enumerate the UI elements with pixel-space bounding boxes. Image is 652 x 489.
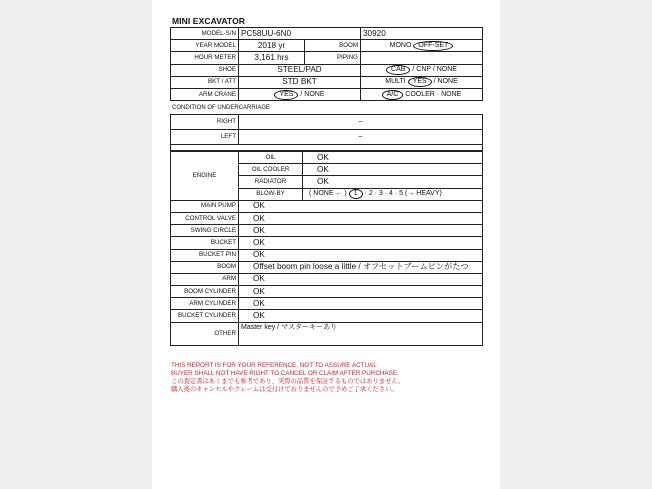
- check-row: [171, 298, 483, 310]
- check-label: BUCKET: [171, 237, 239, 249]
- report-page: [152, 0, 500, 489]
- crane-label: ARM CRANE: [171, 88, 239, 100]
- check-label: SWING CIRCLE: [171, 225, 239, 237]
- blowby-scale: [303, 188, 483, 200]
- check-label: CONTROL VALVE: [171, 212, 239, 224]
- piping-label: PIPING: [305, 52, 361, 64]
- oilcooler-value: OK: [303, 164, 483, 176]
- oilcooler-label: OIL COOLER: [239, 164, 303, 176]
- multi-label: MULTI: [385, 78, 406, 86]
- check-value: OK: [239, 273, 483, 285]
- undercarriage-table: [170, 114, 483, 151]
- boom-mono: MONO: [389, 41, 412, 49]
- boom-offset-circled: OFF-SET: [413, 41, 453, 51]
- check-value: OK: [239, 286, 483, 298]
- undercarriage-left-row: [171, 130, 483, 145]
- cab-rest: / CNP / NONE: [412, 66, 457, 74]
- disclaimer: [171, 362, 491, 394]
- blowby-pre: ( NONE ← ): [309, 190, 347, 198]
- check-label: ARM CYLINDER: [171, 298, 239, 310]
- multi-type: [361, 76, 483, 88]
- undercarriage-spacer-row: [171, 145, 483, 151]
- check-label: BOOM CYLINDER: [171, 286, 239, 298]
- check-value: OK: [239, 249, 483, 261]
- check-value: OK: [239, 200, 483, 212]
- shoe-row: [171, 64, 483, 76]
- shoe-value: STEEL/PAD: [239, 64, 361, 76]
- check-label: BUCKET PIN: [171, 249, 239, 261]
- other-value: Master key / マスターキーあり: [239, 322, 483, 345]
- check-label: BOOM: [171, 261, 239, 273]
- check-row: [171, 249, 483, 261]
- year-row: [171, 40, 483, 52]
- multi-rest: / NONE: [433, 78, 458, 86]
- year-value: 2018 yr: [239, 40, 305, 52]
- hour-label: HOUR METER: [171, 52, 239, 64]
- other-label: OTHER: [171, 322, 239, 345]
- model-row: [171, 28, 483, 40]
- blowby-selected-circled: 1: [349, 189, 363, 199]
- undercarriage-heading: CONDITION OF UNDERCARRIAGE: [172, 105, 271, 111]
- bkt-value: STD BKT: [239, 76, 361, 88]
- check-row: [171, 310, 483, 322]
- boom-label: BOOM: [305, 40, 361, 52]
- disclaimer-line: 購入後のキャンセルやクレームは受付けておりませんので予めご了承ください。: [171, 386, 398, 393]
- engine-oil-row: [171, 152, 483, 164]
- undercarriage-right-row: [171, 115, 483, 130]
- document-title: MINI EXCAVATOR: [172, 16, 246, 26]
- machine-info-table: [170, 27, 483, 101]
- oil-label: OIL: [239, 152, 303, 164]
- check-value: OK: [239, 237, 483, 249]
- hour-row: [171, 52, 483, 64]
- disclaimer-line: THIS REPORT IS FOR YOUR REFERENCE, NOT TO ASSURE ACTUAL: [171, 362, 377, 369]
- crane-yes-circled: YES: [274, 90, 298, 100]
- radiator-value: OK: [303, 176, 483, 188]
- shoe-label: SHOE: [171, 64, 239, 76]
- left-value: –: [239, 130, 483, 145]
- check-row: [171, 225, 483, 237]
- spacer-cell: [171, 145, 483, 151]
- right-label: RIGHT: [171, 115, 239, 130]
- engine-label: ENGINE: [171, 152, 239, 201]
- model-label: MODEL-S/N: [171, 28, 239, 40]
- oil-value: OK: [303, 152, 483, 164]
- multi-yes-circled: YES: [408, 77, 432, 87]
- serial-value: 30920: [361, 28, 483, 40]
- other-row: [171, 322, 483, 345]
- crane-row: [171, 88, 483, 100]
- check-row: [171, 200, 483, 212]
- check-label: ARM: [171, 273, 239, 285]
- crane-type: [239, 88, 361, 100]
- check-value: OK: [239, 298, 483, 310]
- blowby-label: BLOW-BY: [239, 188, 303, 200]
- inspection-table: [170, 151, 483, 346]
- check-row: [171, 212, 483, 224]
- left-label: LEFT: [171, 130, 239, 145]
- cab-circled: CAB: [386, 65, 410, 75]
- right-value: –: [239, 115, 483, 130]
- bkt-label: BKT / ATT: [171, 76, 239, 88]
- check-label: MAIN PUMP: [171, 200, 239, 212]
- check-value: OK: [239, 225, 483, 237]
- check-value: Offset boom pin loose a little / オフセットブームピンがたつ: [239, 261, 483, 273]
- boom-type: [361, 40, 483, 52]
- hour-value: 3,161 hrs: [239, 52, 305, 64]
- crane-rest: / NONE: [300, 90, 325, 98]
- check-value: OK: [239, 212, 483, 224]
- check-label: BUCKET CYLINDER: [171, 310, 239, 322]
- disclaimer-line: BUYER SHALL NOT HAVE RIGHT TO CANCEL OR CLAIM AFTER PURCHASE.: [171, 370, 399, 377]
- component-checks: [171, 200, 483, 322]
- check-row: [171, 261, 483, 273]
- radiator-label: RADIATOR: [239, 176, 303, 188]
- check-value: OK: [239, 310, 483, 322]
- year-label: YEAR MODEL: [171, 40, 239, 52]
- ac-circled: A/C: [382, 90, 404, 100]
- model-value: PC58UU-6N0: [239, 28, 361, 40]
- cab-type: [361, 64, 483, 76]
- check-row: [171, 237, 483, 249]
- bkt-row: [171, 76, 483, 88]
- ac-rest: COOLER · NONE: [405, 90, 462, 98]
- piping-value: [361, 52, 483, 64]
- check-row: [171, 273, 483, 285]
- blowby-post: · 2 · 3 · 4 · 5 (→ HEAVY): [364, 190, 442, 198]
- ac-type: [361, 88, 483, 100]
- disclaimer-line: この査定書はあくまでも参考であり、実際の品質を保証するものではありません。: [171, 378, 405, 385]
- check-row: [171, 286, 483, 298]
